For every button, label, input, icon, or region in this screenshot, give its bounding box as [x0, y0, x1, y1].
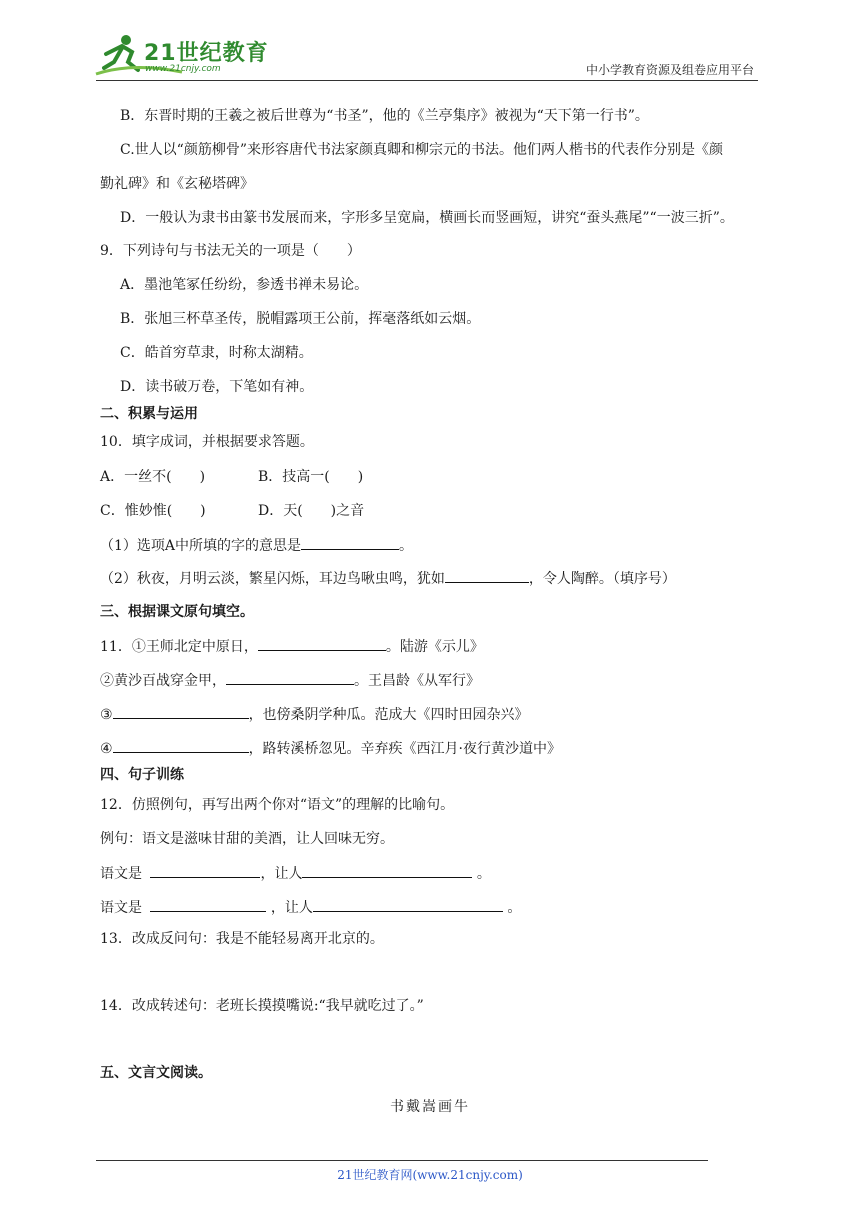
- q12-b-start: 语文是: [100, 900, 142, 916]
- q10-option-a: A．一丝不( ): [100, 469, 206, 485]
- q10-s1-end: 。: [399, 538, 414, 554]
- q9-stem: 9．下列诗句与书法无关的一项是（ ）: [100, 243, 361, 259]
- q11-line-2: [100, 670, 480, 691]
- q10-option-b: B．技高一( ): [258, 469, 364, 485]
- q10-stem: 10．填字成词，并根据要求答题。: [100, 434, 314, 450]
- answer-blank[interactable]: [113, 704, 249, 719]
- answer-blank[interactable]: [313, 897, 503, 912]
- q11-l3-text: ，也傍桑阴学种瓜。范成大《四时田园杂兴》: [248, 707, 529, 723]
- q11-l2-source: 。王昌龄《从军行》: [354, 673, 480, 689]
- answer-blank[interactable]: [301, 535, 399, 550]
- answer-blank[interactable]: [226, 670, 354, 685]
- q12-answer-1: [100, 863, 491, 884]
- q11-l1-source: 。陆游《示儿》: [385, 639, 484, 655]
- q9-option-c: C．皓首穷草隶，时称太湖精。: [120, 345, 313, 361]
- q11-l3-marker: ③: [100, 707, 113, 723]
- q11-l1-text: 11．①王师北定中原日，: [100, 639, 258, 655]
- q12-example: 例句：语文是滋味甘甜的美酒，让人回味无穷。: [100, 831, 394, 847]
- q12-b-end: 。: [507, 900, 522, 916]
- q12-stem: 12．仿照例句，再写出两个你对“语文”的理解的比喻句。: [100, 797, 455, 813]
- section-heading-4: 四、句子训练: [100, 767, 184, 783]
- header-divider: [96, 80, 758, 81]
- q13-stem: 13．改成反问句：我是不能轻易离开北京的。: [100, 931, 384, 947]
- q9-option-b: B．张旭三杯草圣传，脱帽露项王公前，挥毫落纸如云烟。: [120, 311, 481, 327]
- q10-subquestion-2: [100, 568, 676, 589]
- q10-s2-end: ，令人陶醉。（填序号）: [528, 571, 676, 587]
- q11-line-4: [100, 738, 561, 759]
- answer-blank[interactable]: [302, 863, 472, 878]
- logo-text: 21世纪教育: [144, 41, 269, 66]
- answer-blank[interactable]: [150, 863, 260, 878]
- q11-line-3: [100, 704, 529, 725]
- footer-link[interactable]: 21世纪教育网(www.21cnjy.com): [337, 1168, 523, 1182]
- q12-a-start: 语文是: [100, 866, 142, 882]
- answer-blank[interactable]: [258, 636, 386, 651]
- q12-a-mid: ，让人: [260, 866, 303, 882]
- q14-stem: 14．改成转述句：老班长摸摸嘴说:“我早就吃过了。”: [100, 998, 424, 1014]
- reading-title: 书戴嵩画牛: [390, 1099, 470, 1115]
- q11-l4-marker: ④: [100, 741, 113, 757]
- q11-l4-text: ，路转溪桥忽见。辛弃疾《西江月·夜行黄沙道中》: [248, 741, 562, 757]
- q11-line-1: [100, 636, 484, 657]
- q10-s2-text: （2）秋夜，月明云淡，繁星闪烁，耳边鸟啾虫鸣，犹如: [100, 571, 445, 587]
- q8-option-d: D．一般认为隶书由篆书发展而来，字形多呈宽扁，横画长而竖画短，讲究“蚕头燕尾”“一波三折”。: [120, 210, 734, 226]
- q12-a-end: 。: [476, 866, 491, 882]
- footer-divider: [96, 1160, 708, 1161]
- answer-blank[interactable]: [445, 568, 529, 583]
- platform-name: 中小学教育资源及组卷应用平台: [585, 63, 754, 77]
- q10-option-c: C．惟妙惟( ): [100, 503, 206, 519]
- q10-s1-text: （1）选项A中所填的字的意思是: [100, 538, 302, 554]
- q8-option-b: B．东晋时期的王羲之被后世尊为“书圣”，他的《兰亭集序》被视为“天下第一行书”。: [120, 108, 649, 124]
- answer-blank[interactable]: [150, 897, 266, 912]
- answer-blank[interactable]: [113, 738, 249, 753]
- q8-option-c-line2: 勤礼碑》和《玄秘塔碑》: [100, 176, 254, 192]
- q10-option-d: D．天( )之音: [258, 503, 365, 519]
- section-heading-5: 五、文言文阅读。: [100, 1065, 212, 1081]
- section-heading-2: 二、积累与运用: [100, 406, 198, 422]
- q12-b-mid: ，让人: [270, 900, 313, 916]
- q9-option-d: D．读书破万卷，下笔如有神。: [120, 379, 314, 395]
- section-heading-3: 三、根据课文原句填空。: [100, 604, 254, 620]
- q12-answer-2: [100, 897, 521, 918]
- q11-l2-text: ②黄沙百战穿金甲，: [100, 673, 226, 689]
- q8-option-c-line1: C.世人以“颜筋柳骨”来形容唐代书法家颜真卿和柳宗元的书法。他们两人楷书的代表作分别是《颜: [120, 142, 723, 158]
- q9-option-a: A．墨池笔冢任纷纷，参透书禅未易论。: [120, 277, 369, 293]
- q10-subquestion-1: [100, 535, 413, 556]
- logo-url: www.21cnjy.com: [145, 64, 221, 74]
